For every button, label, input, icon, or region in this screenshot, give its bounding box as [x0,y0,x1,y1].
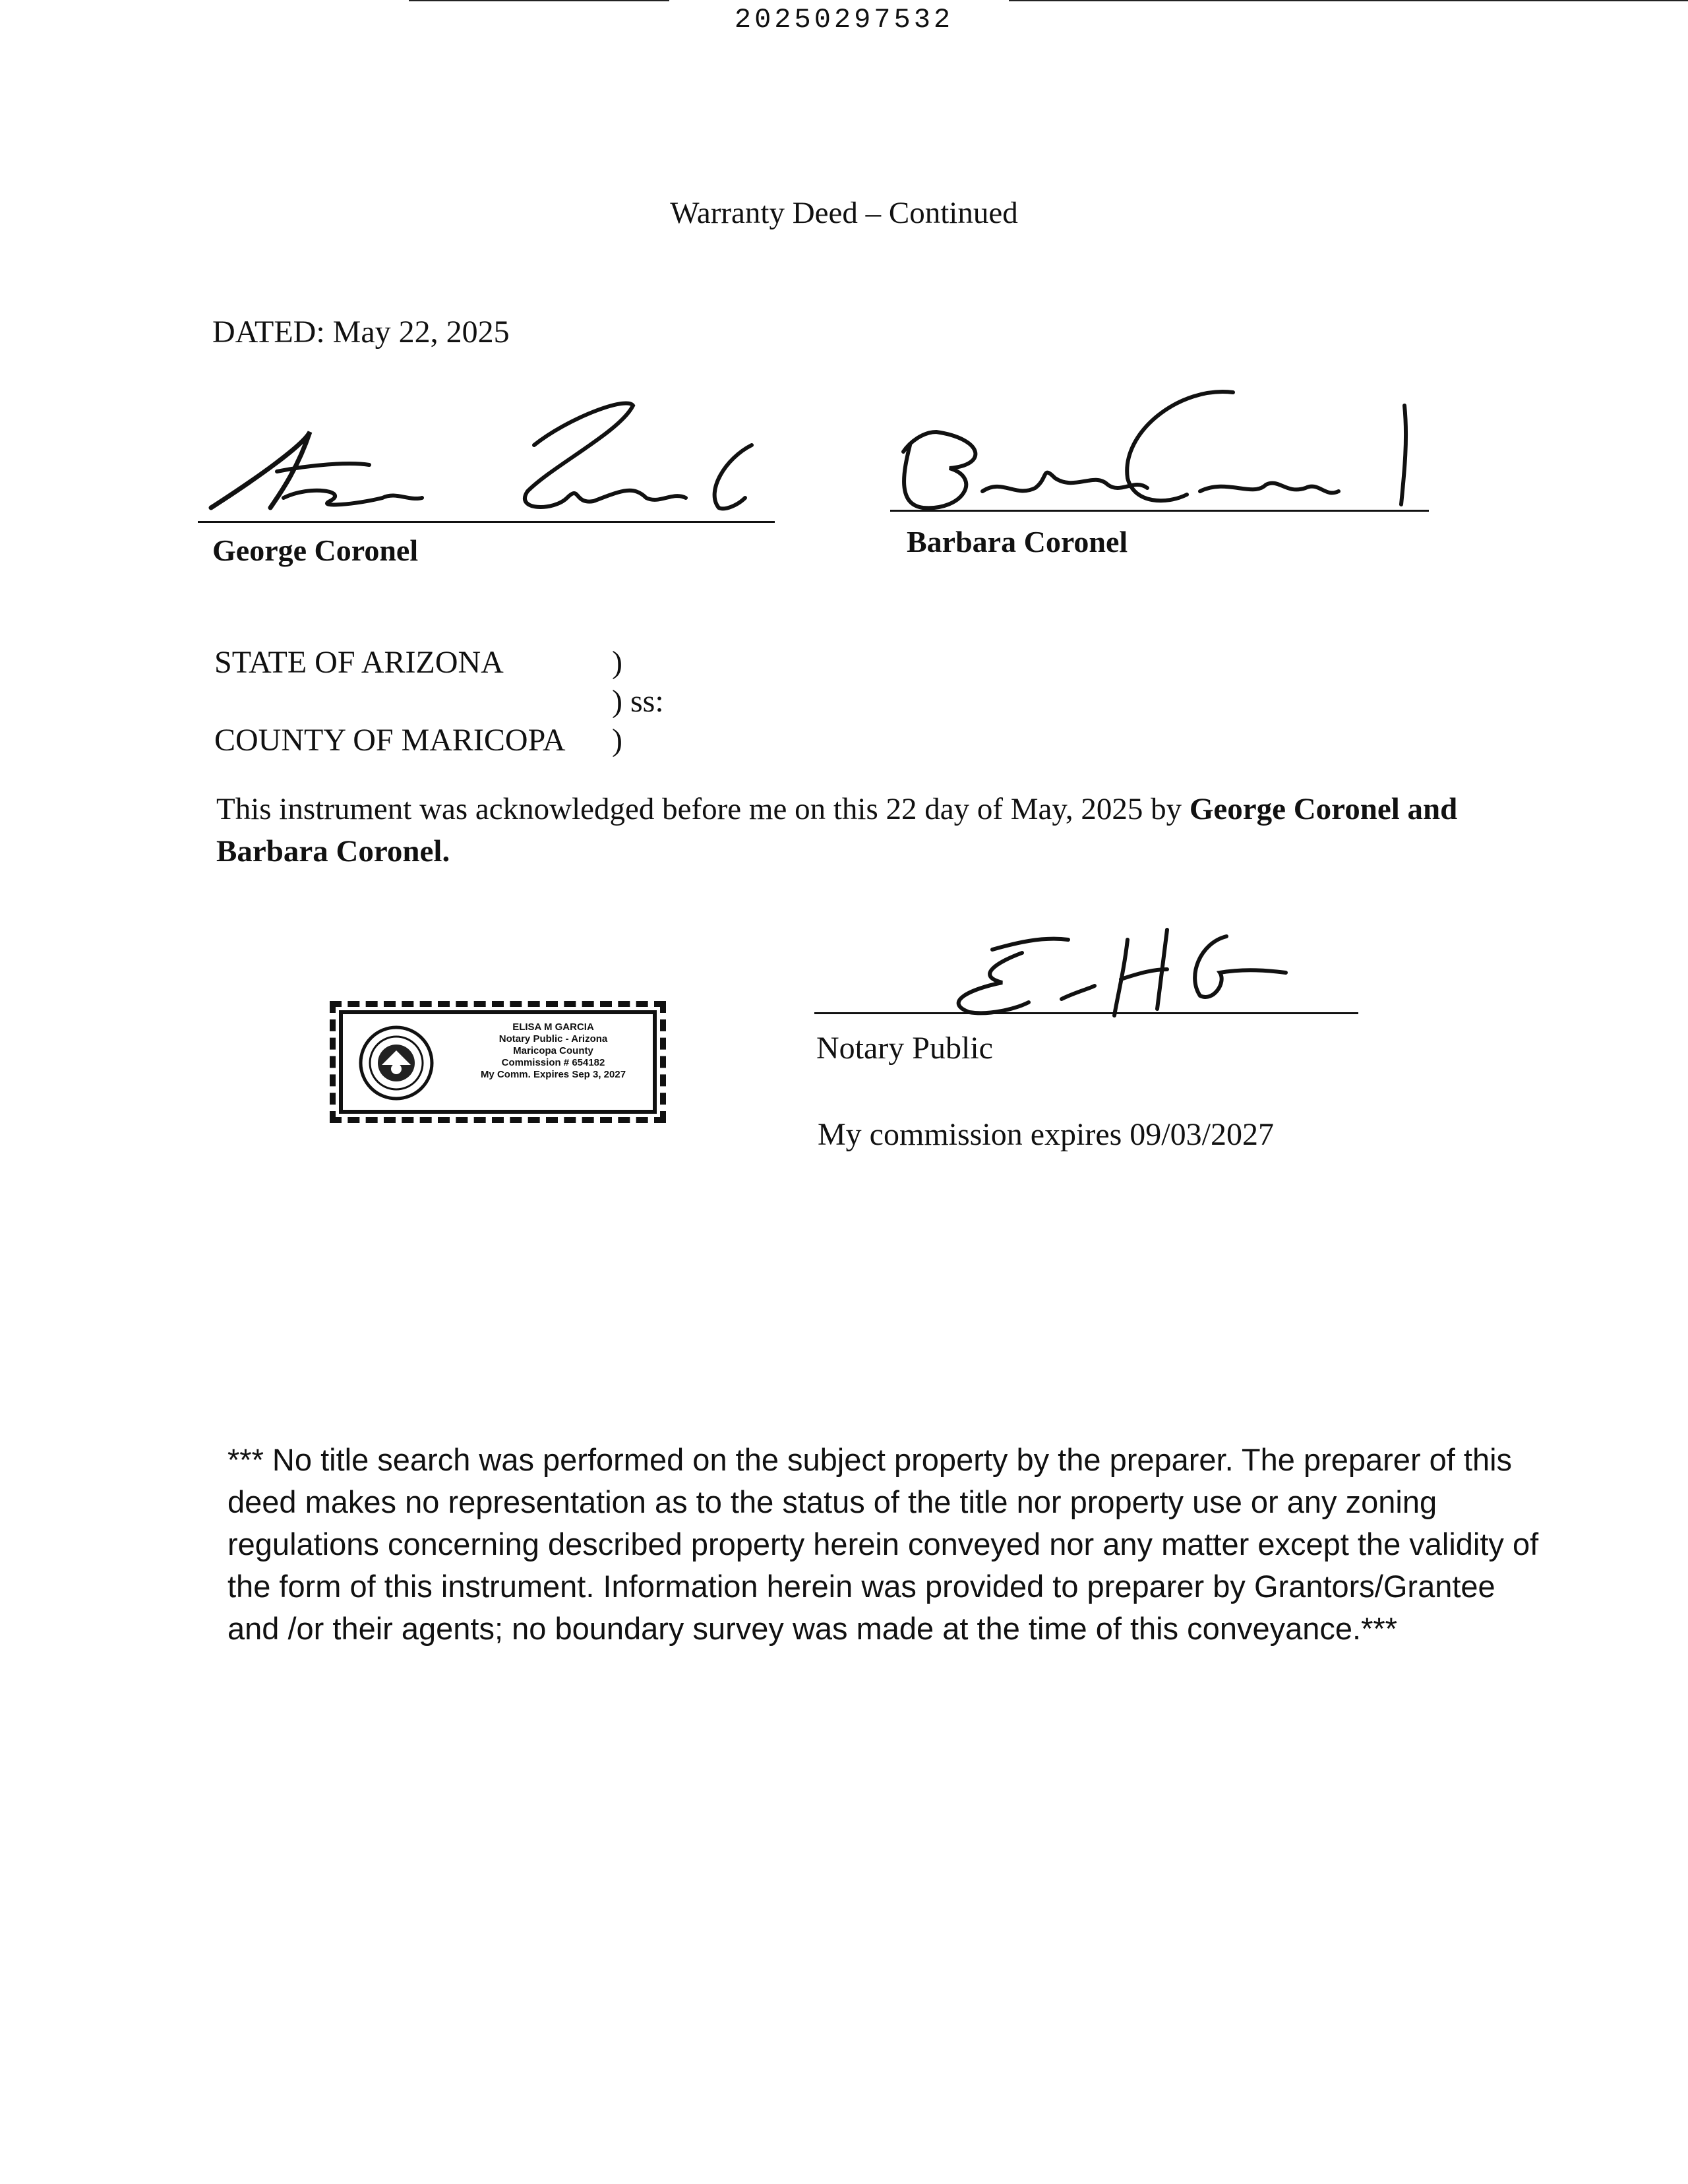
notary-public-label: Notary Public [816,1031,993,1066]
acknowledgment-paragraph [216,788,1509,872]
notary-signature-line [814,1012,1358,1014]
dated-line: DATED: May 22, 2025 [212,315,510,349]
venue-county: COUNTY OF MARICOPA [214,723,566,758]
barbara-signature-line [890,510,1429,512]
top-rule-left [409,0,669,1]
stamp-line: Notary Public - Arizona [498,1033,608,1045]
george-signature-line [198,521,775,523]
george-coronel-name: George Coronel [212,533,419,567]
stamp-line: Maricopa County [513,1045,593,1056]
venue-paren-top: ) [612,645,622,680]
commission-expiry: My commission expires 09/03/2027 [818,1117,1274,1152]
notary-stamp [330,1001,666,1123]
notary-signature [930,923,1299,1022]
acknowledgment-names: George Coronel and Barbara Coronel. [216,792,1458,868]
notary-stamp-text [444,1021,662,1081]
stamp-line: ELISA M GARCIA [512,1021,594,1033]
page-title: Warranty Deed – Continued [670,196,1018,230]
venue-ss: ) ss: [612,684,664,719]
venue-paren-bottom: ) [612,723,622,758]
acknowledgment-text: This instrument was acknowledged before me on this 22 day of May, 2025 by [216,792,1190,826]
venue-state: STATE OF ARIZONA [214,645,504,680]
stamp-line: Commission # 654182 [501,1057,605,1068]
barbara-coronel-name: Barbara Coronel [907,525,1128,559]
george-coronel-signature [198,392,791,524]
stamp-line: My Comm. Expires Sep 3, 2027 [480,1069,626,1080]
document-number: 20250297532 [734,4,954,36]
barbara-coronel-signature [884,379,1437,518]
state-seal-icon [359,1025,435,1101]
disclaimer-paragraph: *** No title search was performed on the subject property by the preparer. The preparer of this deed makes no representation as to the status of the title nor property use or any zoning regulations concerning described property herein conveyed nor any matter except the validity of the form of this instrument. Information herein was provided to preparer by Grantors/Grantee and /or their agents; no boundary survey was made at the time of this conveyance.*** [227,1442,1539,1646]
top-rule-right [1009,0,1688,1]
